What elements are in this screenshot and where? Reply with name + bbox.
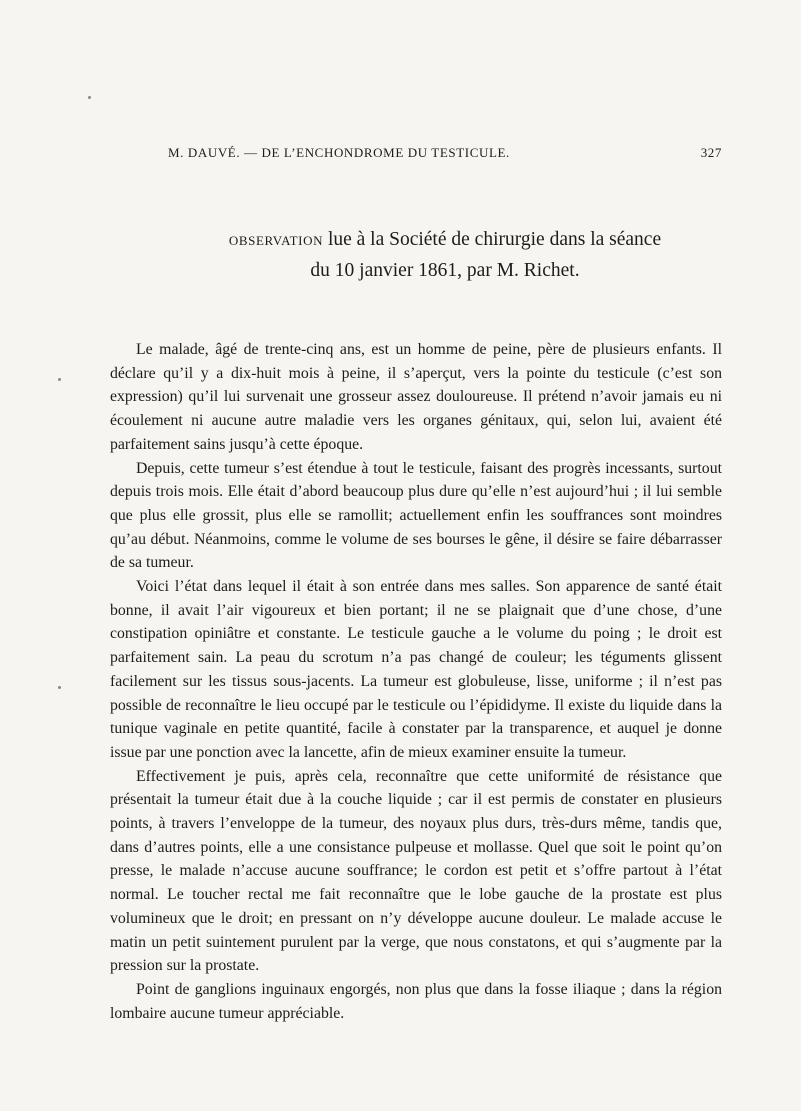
paragraph: Point de ganglions inguinaux engorgés, non plus que dans la fosse iliaque ; dans la région lombaire aucune tumeur appréciable. bbox=[110, 980, 722, 1022]
running-header-title: M. DAUVÉ. — DE L’ENCHONDROME DU TESTICULE. bbox=[168, 145, 510, 160]
observation-heading-line-2: du 10 janvier 1861, par M. Richet. bbox=[310, 260, 580, 281]
running-header bbox=[168, 145, 722, 165]
paper-speck bbox=[58, 686, 61, 689]
observation-heading-text: lue à la Société de chirurgie dans la séance bbox=[327, 229, 662, 250]
paragraph: Effectivement je puis, après cela, reconnaître que cette uniformité de résistance que présentait la tumeur était due à la couche liquide ; car il est permis de constater en plusieurs points, à travers l’enveloppe de la tumeur, des noyaux plus durs, très-durs même, tandis que, dans d’autres points, elle a une consistance pulpeuse et mollasse. Quel que soit le point qu’on presse, le malade n’accuse aucune souffrance; le cordon est petit et s’offre partout à l’état normal. Le toucher rectal me fait reconnaître que le lobe gauche de la prostate est plus volumineux que le droit; en pressant on n’y développe aucune douleur. Le malade accuse le matin un petit suintement purulent par la verge, que nous constatons, et qui s’augmente par la pression sur la prostate. bbox=[110, 767, 722, 975]
observation-heading-line-1 bbox=[168, 225, 722, 256]
paragraph: Voici l’état dans lequel il était à son entrée dans mes salles. Son apparence de santé était bonne, il avait l’air vigoureux et bien portant; il ne se plaignait que d’une chose, d’une constipation opiniâtre et constante. Le testicule gauche a le volume du poing ; le droit est parfaitement sain. La peau du scrotum n’a pas changé de couleur; les téguments glissent facilement sur les tissus sous-jacents. La tumeur est globuleuse, lisse, uniforme ; il n’est pas possible de reconnaître le lieu occupé par le testicule ou l’épididyme. Il existe du liquide dans la tunique vaginale en petite quantité, facile à constater par la transparence, et auquel je donne issue par une ponction avec la lancette, afin de mieux examiner ensuite la tumeur. bbox=[110, 578, 722, 761]
paper-speck bbox=[58, 378, 61, 381]
body-text bbox=[110, 338, 722, 1025]
observation-label: OBSERVATION bbox=[228, 233, 324, 248]
paragraph: Depuis, cette tumeur s’est étendue à tout le testicule, faisant des progrès incessants, surtout depuis trois mois. Elle était d’abord beaucoup plus dure qu’elle n’est aujourd’hui ; il lui semble que plus elle grossit, plus elle se ramollit; actuellement enfin les souffrances sont moindres qu’au début. Néanmoins, comme le volume de ses bourses le gêne, il désire se faire débarrasser de sa tumeur. bbox=[110, 459, 722, 572]
paper-speck bbox=[88, 96, 91, 99]
page-number: 327 bbox=[700, 145, 722, 160]
observation-heading bbox=[168, 225, 722, 286]
paragraph: Le malade, âgé de trente-cinq ans, est un homme de peine, père de plusieurs enfants. Il déclare qu’il y a dix-huit mois à peine, il s’aperçut, vers la pointe du testicule (c’est son expression) qu’il lui survenait une grosseur assez douloureuse. Il prétend n’avoir jamais eu ni écoulement ni aucune autre maladie vers les organes génitaux, qui, selon lui, avaient été parfaitement sains jusqu’à cette époque. bbox=[110, 341, 722, 453]
